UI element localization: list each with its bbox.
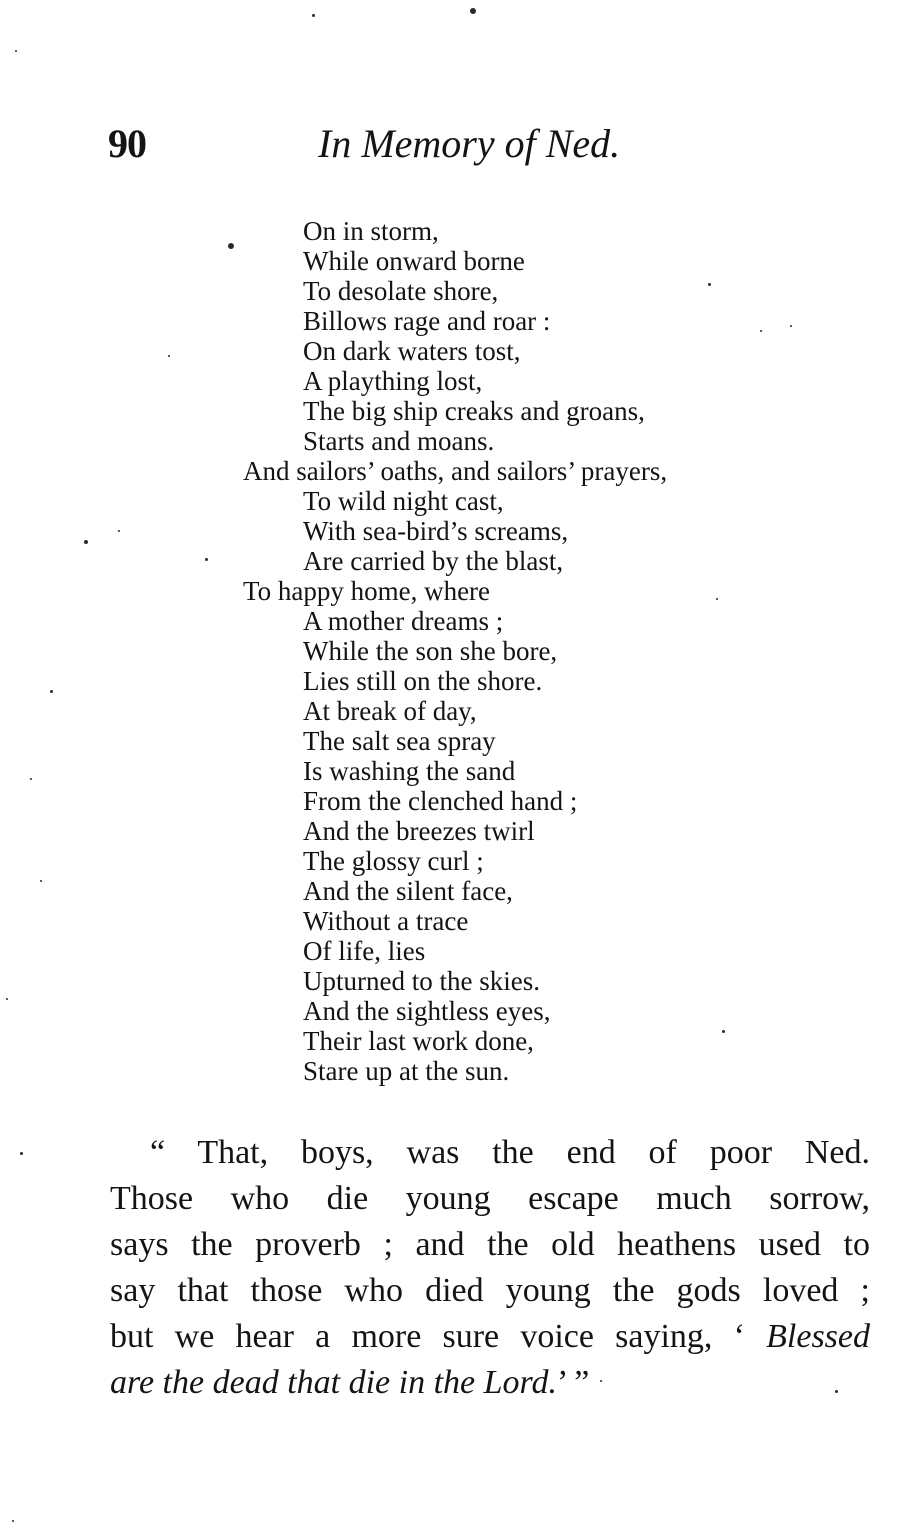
prose-line: says the proverb ; and the old heathens used to xyxy=(110,1226,870,1263)
speck xyxy=(12,1520,14,1522)
speck xyxy=(15,50,17,52)
speck xyxy=(84,540,88,544)
prose-line: are the dead that die in the Lord.’ ” xyxy=(110,1364,590,1401)
poem-line: Billows rage and roar : xyxy=(303,306,551,336)
poem-line: To desolate shore, xyxy=(303,276,499,306)
poem-line: With sea-bird’s screams, xyxy=(303,516,569,546)
speck xyxy=(6,998,8,1000)
speck xyxy=(470,8,476,14)
poem-line: To wild night cast, xyxy=(303,486,504,516)
poem-line: The glossy curl ; xyxy=(303,846,484,876)
speck xyxy=(790,325,792,327)
speck xyxy=(40,880,42,882)
poem-line: Is washing the sand xyxy=(303,756,516,786)
speck xyxy=(20,1152,23,1155)
poem-line: The salt sea spray xyxy=(303,726,496,756)
italic-phrase: are the dead that die in the Lord. xyxy=(110,1364,557,1401)
prose-line: “ That, boys, was the end of poor Ned. xyxy=(150,1134,870,1171)
poem-line: On dark waters tost, xyxy=(303,336,521,366)
speck xyxy=(760,330,762,332)
speck xyxy=(722,1030,725,1033)
poem-line: From the clenched hand ; xyxy=(303,786,578,816)
prose-paragraph xyxy=(110,1130,870,1406)
speck xyxy=(228,243,234,249)
poem-line: Upturned to the skies. xyxy=(303,966,540,996)
speck xyxy=(835,1390,838,1393)
poem-line: Of life, lies xyxy=(303,936,426,966)
poem-line: While onward borne xyxy=(303,246,525,276)
speck xyxy=(50,690,53,693)
poem-line: On in storm, xyxy=(303,216,439,246)
poem-line: And the silent face, xyxy=(303,876,513,906)
poem-line: A plaything lost, xyxy=(303,366,483,396)
poem-line: A mother dreams ; xyxy=(303,606,504,636)
italic-phrase: Blessed xyxy=(766,1318,870,1355)
speck xyxy=(118,530,120,532)
speck xyxy=(30,778,32,780)
poem-line: Lies still on the shore. xyxy=(303,666,543,696)
poem-line: And the sightless eyes, xyxy=(303,996,551,1026)
poem-line: To happy home, where xyxy=(243,576,491,606)
prose-line: say that those who died young the gods loved ; xyxy=(110,1272,870,1309)
poem-line: And sailors’ oaths, and sailors’ prayers, xyxy=(243,456,668,486)
prose-line: but we hear a more sure voice saying, ‘ Blessed xyxy=(110,1318,870,1355)
running-title: In Memory of Ned. xyxy=(318,121,621,166)
speck xyxy=(205,558,208,561)
speck xyxy=(168,355,170,357)
prose-line: Those who die young escape much sorrow, xyxy=(110,1180,870,1217)
poem-line: Stare up at the sun. xyxy=(303,1056,510,1086)
poem-line: Without a trace xyxy=(303,906,469,936)
poem-line: The big ship creaks and groans, xyxy=(303,396,645,426)
poem-line: Are carried by the blast, xyxy=(303,546,564,576)
speck xyxy=(716,598,718,600)
poem-line: Their last work done, xyxy=(303,1026,534,1056)
poem-line: While the son she bore, xyxy=(303,636,558,666)
poem-line: And the breezes twirl xyxy=(303,816,535,846)
speck xyxy=(312,14,315,17)
poem-line: At break of day, xyxy=(303,696,477,726)
speck xyxy=(600,1380,602,1382)
page-number: 90 xyxy=(108,121,146,166)
speck xyxy=(708,283,711,286)
poem-line: Starts and moans. xyxy=(303,426,495,456)
